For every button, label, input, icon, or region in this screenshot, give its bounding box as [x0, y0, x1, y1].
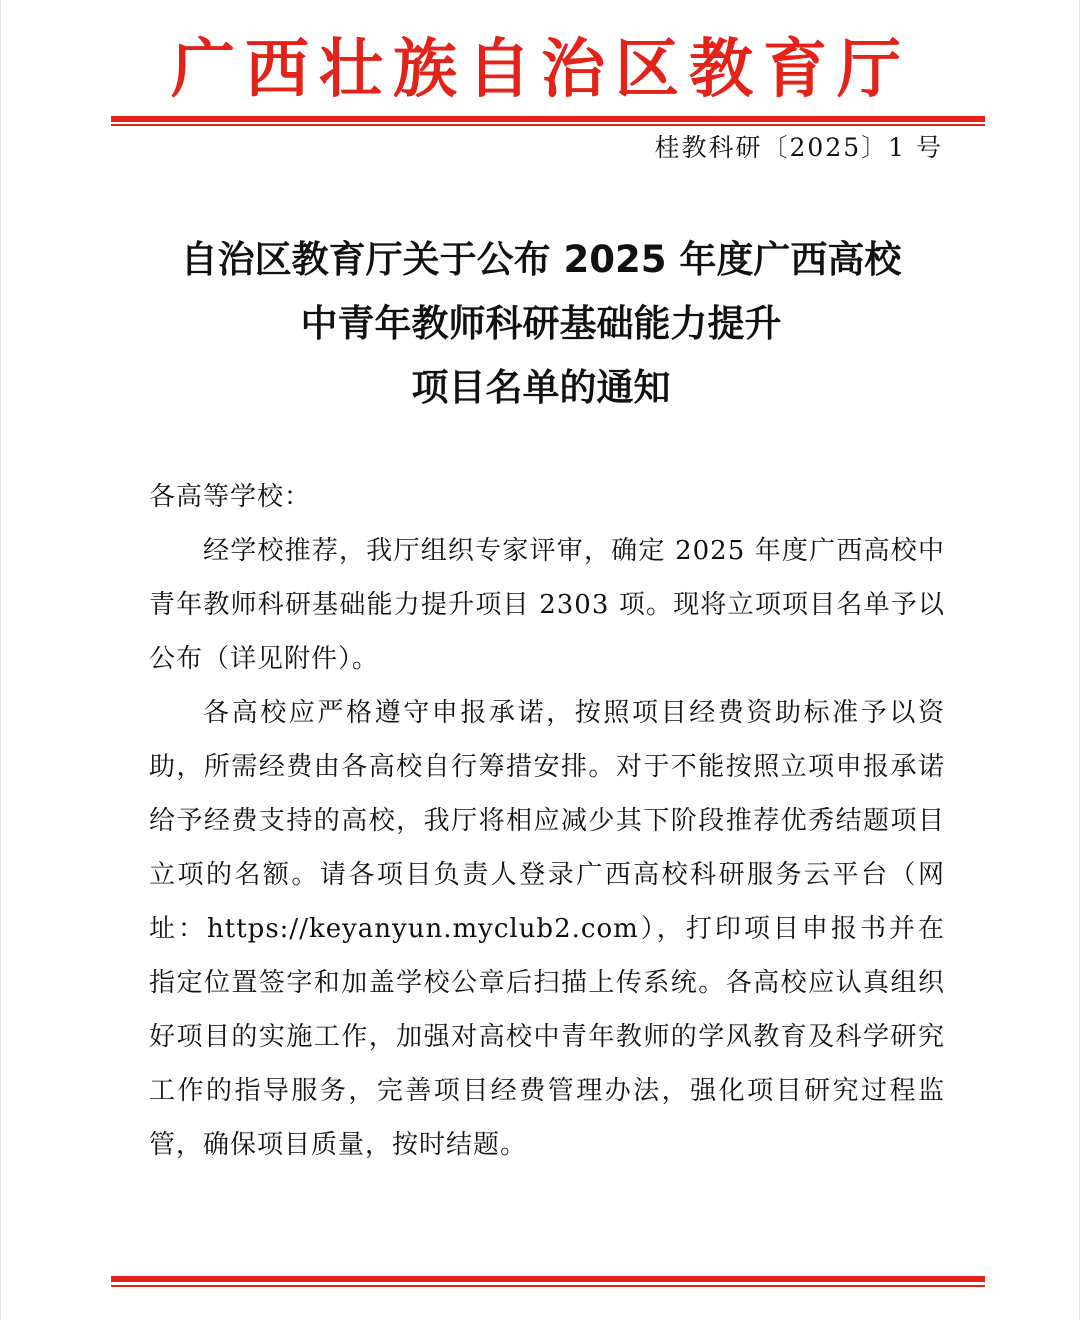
title-line: 项目名单的通知 — [411, 366, 671, 409]
salutation: 各高等学校： — [149, 482, 312, 512]
header-red-rule-thin — [111, 124, 985, 126]
notice-title — [1, 228, 1080, 420]
body-paragraph: 经学校推荐，我厅组织专家评审，确定 2025 年度广西高校中青年教师科研基础能力提升项目 2303 项。现将立项项目名单予以公布（详见附件）。 — [149, 536, 945, 674]
document-number: 桂教科研〔2025〕1 号 — [654, 133, 943, 162]
notice-body — [149, 470, 945, 1172]
footer-red-rule-thin — [111, 1285, 985, 1287]
body-paragraph: 各高校应严格遵守申报承诺，按照项目经费资助标准予以资助，所需经费由各高校自行筹措安排。对于不能按照立项申报承诺给予经费支持的高校，我厅将相应减少其下阶段推荐优秀结题项目立项的名额。请各项目负责人登录广西高校科研服务云平台（网址：https://keyanyun.myclub2.com），打印项目申报书并在指定位置签字和加盖学校公章后扫描上传系统。各高校应认真组织好项目的实施工作，加强对高校中青年教师的学风教育及科学研究工作的指导服务，完善项目经费管理办法，强化项目研究过程监管，确保项目质量，按时结题。 — [149, 698, 945, 1160]
title-line: 中青年教师科研基础能力提升 — [300, 302, 782, 345]
footer-red-rule-thick — [111, 1276, 985, 1282]
title-line: 自治区教育厅关于公布 2025 年度广西高校 — [180, 238, 902, 281]
header-red-rule-thick — [111, 116, 985, 122]
agency-masthead: 广西壮族自治区教育厅 — [171, 32, 911, 107]
